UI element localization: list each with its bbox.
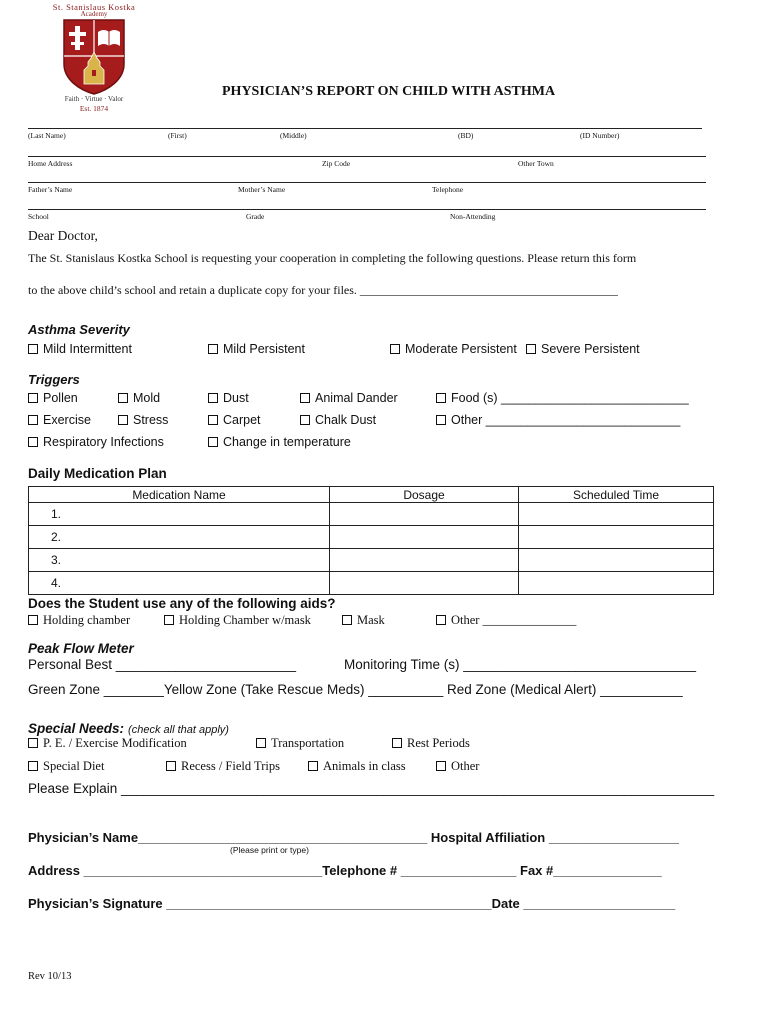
severity-severe-persistent[interactable] [526, 342, 640, 356]
option-label: Other _______________ [451, 613, 577, 627]
field-line-row4[interactable] [28, 209, 706, 210]
severity-mild-intermittent[interactable] [28, 342, 132, 356]
aid-other[interactable] [436, 613, 576, 628]
checkbox[interactable] [118, 393, 128, 403]
physician-signature-field[interactable]: Physician’s Signature _____________________________________________Date _____________________ [28, 896, 676, 911]
crest-top-text: St. Stanislaus Kostka [52, 2, 136, 12]
checkbox[interactable] [526, 344, 536, 354]
field-line-row3[interactable] [28, 182, 706, 183]
checkbox[interactable] [436, 761, 446, 771]
option-label: Transportation [271, 736, 345, 750]
option-label: Mild Intermittent [43, 342, 132, 356]
aids-heading: Does the Student use any of the following aids? [28, 596, 336, 611]
option-label: Carpet [223, 413, 261, 427]
medication-header-row [29, 487, 714, 503]
table-row[interactable] [29, 526, 714, 549]
medication-heading: Daily Medication Plan [28, 466, 167, 481]
special-needs-title: Special Needs: [28, 721, 125, 736]
option-label: Respiratory Infections [43, 435, 164, 449]
option-label: Stress [133, 413, 169, 427]
peak-flow-heading: Peak Flow Meter [28, 641, 134, 656]
option-label: P. E. / Exercise Modification [43, 736, 187, 750]
checkbox[interactable] [342, 615, 352, 625]
option-label: Animal Dander [315, 391, 398, 405]
trigger-mold[interactable] [118, 391, 160, 405]
crest-sub-text: Academy [80, 10, 108, 18]
label-home-address: Home Address [28, 159, 73, 168]
option-label: Special Diet [43, 759, 105, 773]
checkbox[interactable] [28, 393, 38, 403]
checkbox[interactable] [392, 738, 402, 748]
row-number: 2. [29, 526, 330, 549]
severity-mild-persistent[interactable] [208, 342, 305, 356]
page-title: PHYSICIAN’S REPORT ON CHILD WITH ASTHMA [222, 84, 556, 99]
physician-name-field[interactable]: Physician’s Name________________________________________ Hospital Affiliation __________________ [28, 830, 679, 845]
medication-table [28, 486, 714, 595]
special-needs-hint: (check all that apply) [128, 724, 229, 736]
option-label: Animals in class [323, 759, 406, 773]
label-non-attending: Non-Attending [450, 212, 496, 221]
checkbox[interactable] [28, 615, 38, 625]
crest-motto: Faith · Virtue · Valor [64, 95, 124, 103]
need-special-diet[interactable] [28, 759, 104, 774]
checkbox[interactable] [256, 738, 266, 748]
label-mothers-name: Mother’s Name [238, 185, 286, 194]
time-cell[interactable] [519, 549, 714, 572]
checkbox[interactable] [436, 393, 446, 403]
option-label: Other ____________________________ [451, 413, 681, 427]
need-other[interactable] [436, 759, 479, 774]
checkbox[interactable] [208, 415, 218, 425]
option-label: Other [451, 759, 480, 773]
physician-name-hint: (Please print or type) [230, 845, 309, 855]
row-number: 4. [29, 572, 330, 595]
label-zip-code: Zip Code [322, 159, 351, 168]
trigger-pollen[interactable] [28, 391, 78, 405]
checkbox[interactable] [208, 437, 218, 447]
severity-heading: Asthma Severity [28, 322, 130, 337]
checkbox[interactable] [436, 415, 446, 425]
option-label: Holding Chamber w/mask [179, 613, 311, 627]
personal-best-field[interactable]: Personal Best ________________________ [28, 657, 296, 672]
physician-address-field[interactable]: Address _________________________________Telephone # ________________ Fax #_______________ [28, 863, 662, 878]
letter-line-1: The St. Stanislaus Kostka School is requesting your cooperation in completing the following questions. Please return this form [28, 251, 637, 265]
checkbox[interactable] [28, 738, 38, 748]
time-cell[interactable] [519, 526, 714, 549]
option-label: Chalk Dust [315, 413, 377, 427]
label-telephone: Telephone [432, 185, 464, 194]
option-label: Change in temperature [223, 435, 351, 449]
option-label: Mask [357, 613, 385, 627]
option-label: Holding chamber [43, 613, 131, 627]
checkbox[interactable] [208, 393, 218, 403]
label-first: (First) [168, 131, 187, 140]
salutation: Dear Doctor, [28, 228, 98, 243]
need-animals-in-class[interactable] [308, 759, 406, 774]
need-recess-field-trips[interactable] [166, 759, 280, 774]
time-cell[interactable] [519, 572, 714, 595]
trigger-other[interactable] [436, 413, 680, 427]
label-fathers-name: Father’s Name [28, 185, 73, 194]
trigger-dust[interactable] [208, 391, 249, 405]
time-cell[interactable] [519, 503, 714, 526]
field-line-row2[interactable] [28, 156, 706, 157]
option-label: Rest Periods [407, 736, 470, 750]
trigger-carpet[interactable] [208, 413, 261, 427]
checkbox[interactable] [28, 415, 38, 425]
severity-moderate-persistent[interactable] [390, 342, 517, 356]
table-row[interactable] [29, 549, 714, 572]
dosage-cell[interactable] [330, 526, 519, 549]
option-label: Moderate Persistent [405, 342, 517, 356]
dosage-cell[interactable] [330, 549, 519, 572]
option-label: Mold [133, 391, 161, 405]
table-row[interactable] [29, 572, 714, 595]
checkbox[interactable] [300, 415, 310, 425]
checkbox[interactable] [28, 761, 38, 771]
checkbox[interactable] [436, 615, 446, 625]
aid-holding-chamber-mask[interactable] [164, 613, 311, 628]
trigger-stress[interactable] [118, 413, 168, 427]
label-middle: (Middle) [280, 131, 307, 140]
checkbox[interactable] [300, 393, 310, 403]
need-transportation[interactable] [256, 736, 344, 751]
option-label: Dust [223, 391, 249, 405]
checkbox[interactable] [164, 615, 174, 625]
col-medication-name: Medication Name [29, 487, 330, 503]
checkbox[interactable] [208, 344, 218, 354]
label-last-name: (Last Name) [28, 131, 66, 140]
label-bd: (BD) [458, 131, 474, 140]
row-number: 1. [29, 503, 330, 526]
aid-holding-chamber[interactable] [28, 613, 130, 628]
need-pe-modification[interactable] [28, 736, 187, 751]
trigger-chalk-dust[interactable] [300, 413, 376, 427]
option-label: Pollen [43, 391, 78, 405]
please-explain-field[interactable]: Please Explain _______________________________________________________________________________ [28, 781, 715, 796]
checkbox[interactable] [28, 437, 38, 447]
col-dosage: Dosage [330, 487, 519, 503]
need-rest-periods[interactable] [392, 736, 470, 751]
option-label: Exercise [43, 413, 91, 427]
monitoring-time-field[interactable]: Monitoring Time (s) _______________________________ [344, 657, 697, 672]
label-school: School [28, 212, 49, 221]
checkbox[interactable] [390, 344, 400, 354]
dosage-cell[interactable] [330, 572, 519, 595]
label-other-town: Other Town [518, 159, 554, 168]
trigger-change-in-temperature[interactable] [208, 435, 351, 449]
aid-mask[interactable] [342, 613, 385, 628]
letter-line-2: to the above child’s school and retain a duplicate copy for your files. ___________________________________________ [28, 283, 618, 297]
trigger-food[interactable] [436, 391, 689, 405]
checkbox[interactable] [308, 761, 318, 771]
triggers-heading: Triggers [28, 372, 80, 387]
trigger-respiratory-infections[interactable] [28, 435, 164, 449]
label-id-number: (ID Number) [580, 131, 620, 140]
checkbox[interactable] [28, 344, 38, 354]
revision-label: Rev 10/13 [28, 971, 72, 982]
option-label: Mild Persistent [223, 342, 305, 356]
label-grade: Grade [246, 212, 265, 221]
crest-est: Est. 1874 [79, 104, 109, 113]
trigger-exercise[interactable] [28, 413, 91, 427]
option-label: Recess / Field Trips [181, 759, 280, 773]
trigger-animal-dander[interactable] [300, 391, 398, 405]
option-label: Severe Persistent [541, 342, 640, 356]
school-crest-icon [62, 18, 126, 96]
row-number: 3. [29, 549, 330, 572]
checkbox[interactable] [118, 415, 128, 425]
table-row[interactable] [29, 503, 714, 526]
field-line-row1[interactable] [28, 128, 702, 129]
col-scheduled-time: Scheduled Time [519, 487, 714, 503]
dosage-cell[interactable] [330, 503, 519, 526]
option-label: Food (s) ___________________________ [451, 391, 689, 405]
zones-field[interactable]: Green Zone ________Yellow Zone (Take Rescue Meds) __________ Red Zone (Medical Alert) ___________ [28, 682, 683, 697]
checkbox[interactable] [166, 761, 176, 771]
